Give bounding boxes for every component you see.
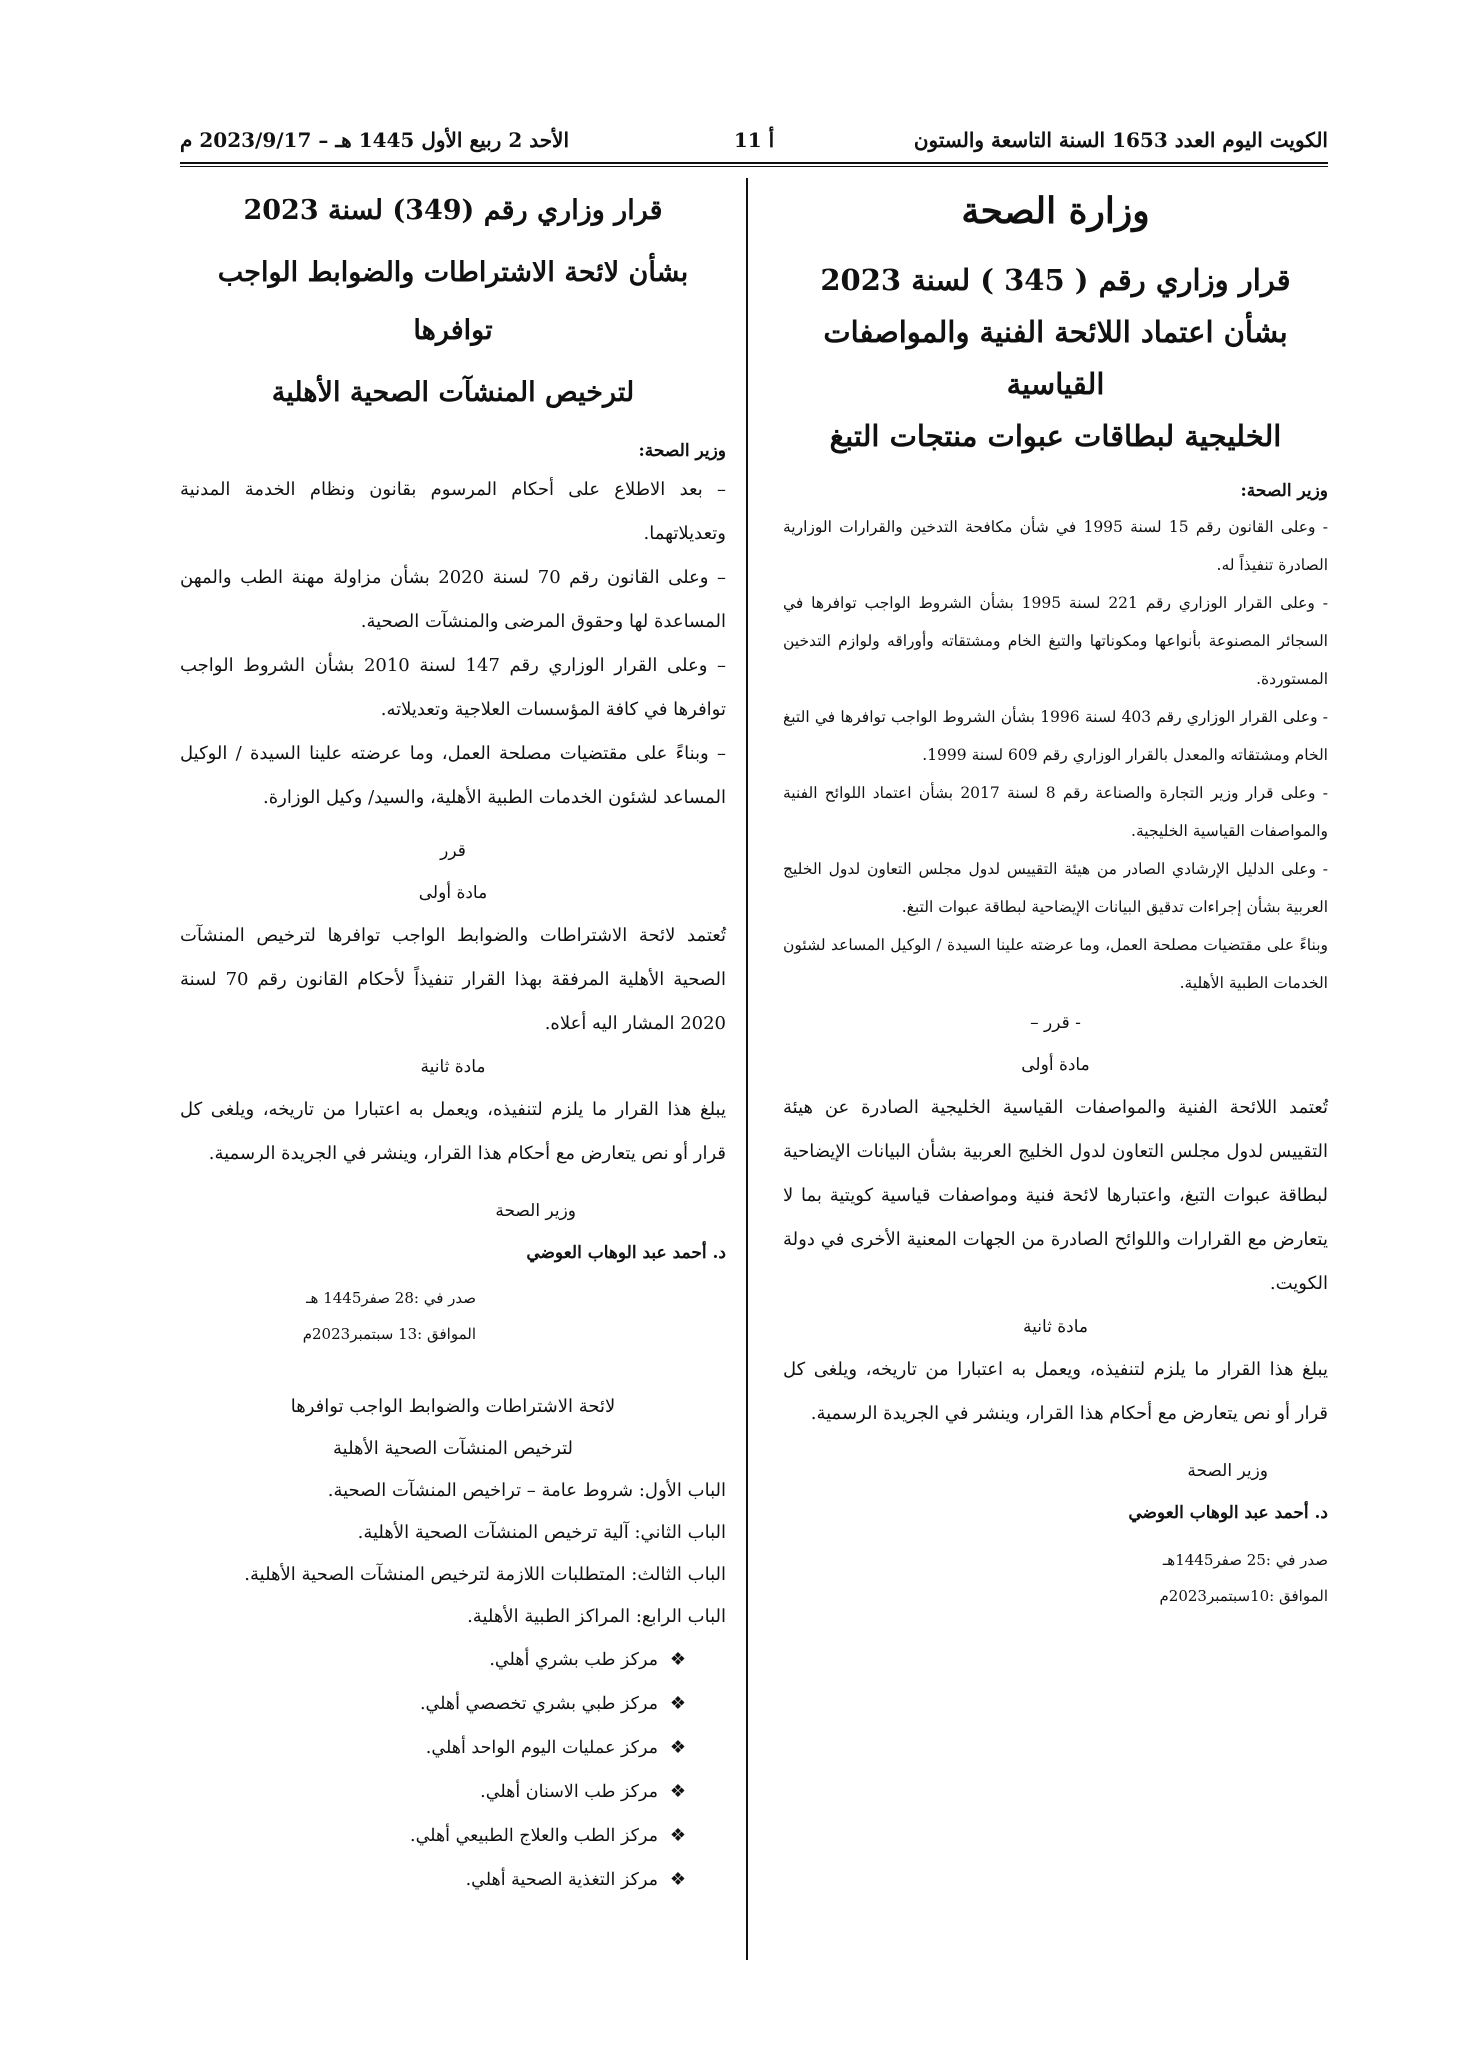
article2-heading: مادة ثانية: [1022, 1317, 1089, 1337]
diamond-bullet-icon: ❖: [669, 1825, 686, 1846]
preamble-item: - وعلى الدليل الإرشادي الصادر من هيئة التقييس لدول مجلس التعاون لدول الخليج العربية بشأن إجراءات تدقيق البيانات الإيضاحية لبطاقة عبوات التبغ.: [783, 860, 1328, 916]
article2-heading: مادة ثانية: [420, 1057, 486, 1077]
decision-title: قرار وزاري رقم ( 345 ) لسنة 2023: [820, 263, 1291, 297]
minister-label: وزير الصحة:: [638, 441, 726, 461]
decision-subject-line1: بشأن اعتماد اللائحة الفنية والمواصفات القياسية: [823, 315, 1288, 401]
signature-role: وزير الصحة: [1187, 1461, 1268, 1481]
preamble-item: - وعلى قرار وزير التجارة والصناعة رقم 8 لسنة 2017 بشأن اعتماد اللوائح الفنية والمواصفات القياسية الخليجية.: [783, 784, 1329, 840]
preamble-item: – وعلى القرار الوزاري رقم 147 لسنة 2010 بشأن الشروط الواجب توافرها في كافة المؤسسات العلاجية وتعديلاته.: [180, 655, 726, 720]
decision-349-column: [180, 178, 726, 1902]
chapter-item: الباب الثالث: المتطلبات اللازمة لترخيص المنشآت الصحية الأهلية.: [244, 1564, 726, 1585]
list-item: ❖مركز طبي بشري تخصصي أهلي.: [180, 1682, 726, 1726]
column-divider: [746, 178, 748, 1960]
preamble-item: - وعلى القرار الوزاري رقم 221 لسنة 1995 بشأن الشروط الواجب توافرها في السجائر المصنوعة بأنواعها ومكوناتها والتبغ الخام ومشتقاته وأوراقه ولوازم التدخين المستوردة.: [783, 594, 1328, 688]
gregorian-date: الموافق :13 سبتمبر2023م: [302, 1325, 476, 1343]
issue-date: صدر في :28 صفر1445 هـ: [306, 1289, 476, 1307]
signature-name: د. أحمد عبد الوهاب العوضي: [1128, 1503, 1328, 1523]
diamond-bullet-icon: ❖: [669, 1737, 686, 1758]
list-item: ❖مركز طب بشري أهلي.: [180, 1638, 726, 1682]
diamond-bullet-icon: ❖: [669, 1869, 686, 1890]
issue-date: صدر في :25 صفر1445هـ: [1162, 1551, 1328, 1569]
centers-list: [180, 1638, 726, 1902]
article1-heading: مادة أولى: [1021, 1055, 1090, 1075]
header-rule-thick: [180, 162, 1328, 164]
decision-subject-line1: بشأن لائحة الاشتراطات والضوابط الواجب توافرها: [217, 257, 689, 346]
minister-label: وزير الصحة:: [1240, 481, 1328, 501]
decision-subject-line2: الخليجية لبطاقات عبوات منتجات التبغ: [829, 419, 1282, 453]
preamble-item: وبناءً على مقتضيات مصلحة العمل، وما عرضته علينا السيدة / الوكيل المساعد لشئون الخدمات الطبية الأهلية.: [783, 936, 1328, 992]
diamond-bullet-icon: ❖: [669, 1693, 686, 1714]
regulation-subtitle: لترخيص المنشآت الصحية الأهلية: [332, 1438, 574, 1459]
page-header: [180, 118, 1328, 160]
header-date: الأحد 2 ربيع الأول 1445 هـ – 2023/9/17 م: [180, 128, 570, 152]
article1-text: تُعتمد اللائحة الفنية والمواصفات القياسية الخليجية الصادرة عن هيئة التقييس لدول مجلس التعاون لدول الخليج العربية بشأن البيانات الإيضاحية لبطاقة عبوات التبغ، واعتبارها لائحة فنية ومواصفات قياسية كويتية بما لا يتعارض مع القرارات واللوائح الصادرة من الجهات المعنية الأخرى في دولة الكويت.: [783, 1097, 1328, 1294]
gregorian-date: الموافق :10سبتمبر2023م: [1159, 1587, 1328, 1605]
decided-heading: - قرر –: [1030, 1013, 1081, 1033]
article1-heading: مادة أولى: [418, 883, 488, 903]
decision-345-column: [783, 178, 1328, 1614]
article1-text: تُعتمد لائحة الاشتراطات والضوابط الواجب توافرها لترخيص المنشآت الصحية الأهلية المرفقة بهذا القرار تنفيذاً لأحكام القانون رقم 70 لسنة 2020 المشار اليه أعلاه.: [180, 925, 726, 1034]
list-item: ❖مركز عمليات اليوم الواحد أهلي.: [180, 1726, 726, 1770]
ministry-heading: وزارة الصحة: [961, 190, 1150, 232]
list-item: ❖مركز التغذية الصحية أهلي.: [180, 1858, 726, 1902]
signature-name: د. أحمد عبد الوهاب العوضي: [526, 1243, 726, 1263]
diamond-bullet-icon: ❖: [669, 1649, 686, 1670]
decision-title: قرار وزاري رقم (349) لسنة 2023: [243, 195, 663, 226]
list-item: ❖مركز طب الاسنان أهلي.: [180, 1770, 726, 1814]
signature-block: [180, 1190, 726, 1274]
header-page-number: أ 11: [733, 128, 775, 152]
header-issue-info: الكويت اليوم العدد 1653 السنة التاسعة والستون: [913, 128, 1328, 152]
article2-text: يبلغ هذا القرار ما يلزم لتنفيذه، ويعمل به اعتبارا من تاريخه، ويلغى كل قرار أو نص يتعارض مع أحكام هذا القرار، وينشر في الجريدة الرسمية.: [783, 1359, 1328, 1424]
signature-role: وزير الصحة: [495, 1201, 576, 1221]
preamble-item: – بعد الاطلاع على أحكام المرسوم بقانون ونظام الخدمة المدنية وتعديلاتهما.: [180, 479, 726, 544]
preamble-item: – وبناءً على مقتضيات مصلحة العمل، وما عرضته علينا السيدة / الوكيل المساعد لشئون الخدمات الطبية الأهلية، والسيد/ وكيل الوزارة.: [180, 743, 726, 808]
decided-heading: قرر: [440, 841, 466, 861]
preamble-item: - وعلى القرار الوزاري رقم 403 لسنة 1996 بشأن الشروط الواجب توافرها في التبغ الخام ومشتقاته والمعدل بالقرار الوزاري رقم 609 لسنة 1999.: [783, 708, 1328, 764]
diamond-bullet-icon: ❖: [669, 1781, 686, 1802]
preamble-item: - وعلى القانون رقم 15 لسنة 1995 في شأن مكافحة التدخين والقرارات الوزارية الصادرة تنفيذاً له.: [783, 518, 1328, 574]
preamble-item: – وعلى القانون رقم 70 لسنة 2020 بشأن مزاولة مهنة الطب والمهن المساعدة لها وحقوق المرضى والمنشآت الصحية.: [180, 567, 726, 632]
header-rule-thin: [180, 166, 1328, 167]
list-item: ❖مركز الطب والعلاج الطبيعي أهلي.: [180, 1814, 726, 1858]
regulation-title: لائحة الاشتراطات والضوابط الواجب توافرها: [290, 1396, 616, 1417]
chapter-item: الباب الثاني: آلية ترخيص المنشآت الصحية الأهلية.: [357, 1522, 726, 1543]
chapter-item: الباب الأول: شروط عامة – تراخيص المنشآت الصحية.: [327, 1480, 726, 1501]
chapter-item: الباب الرابع: المراكز الطبية الأهلية.: [467, 1606, 726, 1627]
article2-text: يبلغ هذا القرار ما يلزم لتنفيذه، ويعمل به اعتبارا من تاريخه، ويلغى كل قرار أو نص يتعارض مع أحكام هذا القرار، وينشر في الجريدة الرسمية.: [180, 1099, 726, 1164]
signature-block: [783, 1450, 1328, 1534]
decision-subject-line2: لترخيص المنشآت الصحية الأهلية: [271, 377, 635, 408]
